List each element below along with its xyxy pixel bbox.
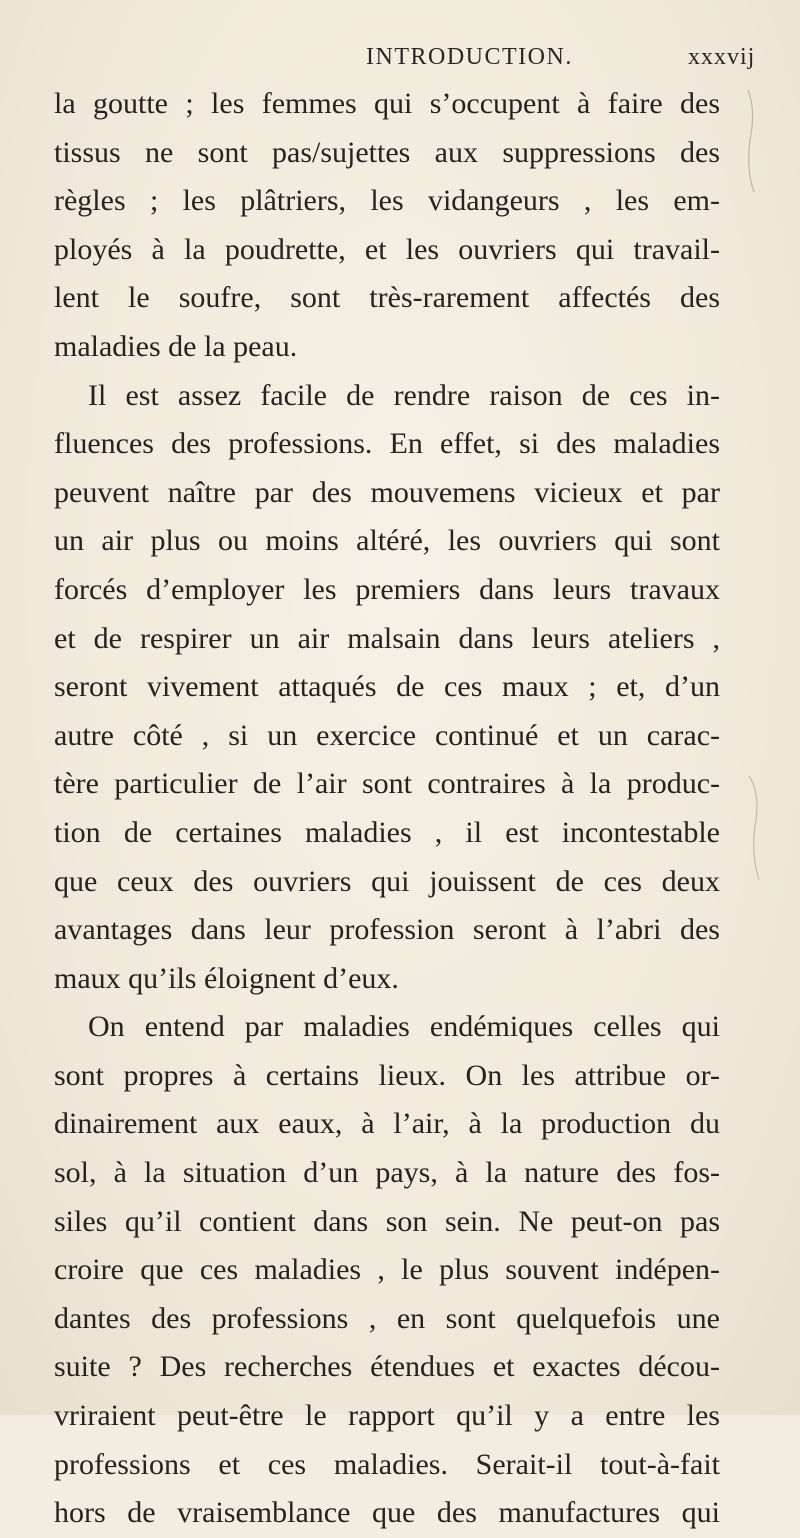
- text-line: fluences des professions. En effet, si des maladies: [54, 427, 720, 461]
- body-text: [54, 80, 720, 1538]
- text-line: professions et ces maladies. Serait-il tout-à-fait: [54, 1447, 720, 1481]
- text-line: un air plus ou moins altéré, les ouvriers qui sont: [54, 524, 720, 558]
- text-line: dantes des professions , en sont quelquefois une: [54, 1301, 720, 1335]
- bleed-through-mark: [745, 770, 775, 890]
- text-line: suite ? Des recherches étendues et exactes décou-: [54, 1350, 720, 1384]
- text-line: croire que ces maladies , le plus souvent indépen-: [54, 1253, 720, 1287]
- text-line: avantages dans leur profession seront à l’abri des: [54, 913, 720, 947]
- text-line: On entend par maladies endémiques celles qui: [88, 1010, 720, 1044]
- text-line: lent le soufre, sont très-rarement affectés des: [54, 281, 720, 315]
- text-line: autre côté , si un exercice continué et un carac-: [54, 718, 720, 752]
- text-line: règles ; les plâtriers, les vidangeurs , les em-: [54, 184, 720, 218]
- text-line: siles qu’il contient dans son sein. Ne peut-on pas: [54, 1204, 720, 1238]
- text-line: tissus ne sont pas/sujettes aux suppressions des: [54, 135, 720, 169]
- text-line: la goutte ; les femmes qui s’occupent à faire des: [54, 87, 720, 120]
- text-line: tion de certaines maladies , il est incontestable: [54, 815, 720, 849]
- text-line: tère particulier de l’air sont contraires à la produc-: [54, 767, 720, 801]
- text-line: et de respirer un air malsain dans leurs ateliers ,: [54, 621, 720, 655]
- text-line: vriraient peut-être le rapport qu’il y a entre les: [54, 1399, 720, 1433]
- text-line: maladies de la peau.: [54, 329, 298, 363]
- running-head: [40, 44, 760, 84]
- text-line: ployés à la poudrette, et les ouvriers qui travail-: [54, 232, 720, 266]
- text-line: peuvent naître par des mouvemens vicieux et par: [54, 475, 720, 509]
- text-line: hors de vraisemblance que des manufactures qui: [54, 1496, 720, 1530]
- text-line: maux qu’ils éloignent d’eux.: [54, 961, 399, 995]
- bleed-through-mark: [742, 80, 772, 200]
- text-line: forcés d’employer les premiers dans leurs travaux: [54, 572, 720, 606]
- text-line: Il est assez facile de rendre raison de ces in-: [88, 378, 720, 412]
- text-line: sol, à la situation d’un pays, à la nature des fos-: [54, 1156, 720, 1190]
- text-line: sont propres à certains lieux. On les attribue or-: [54, 1058, 720, 1092]
- text-line: seront vivement attaqués de ces maux ; et, d’un: [54, 670, 720, 704]
- page-number: xxxvij: [688, 44, 756, 70]
- text-line: dinairement aux eaux, à l’air, à la production du: [54, 1107, 720, 1141]
- running-head-title: INTRODUCTION.: [366, 44, 573, 70]
- text-line: que ceux des ouvriers qui jouissent de ces deux: [54, 864, 720, 898]
